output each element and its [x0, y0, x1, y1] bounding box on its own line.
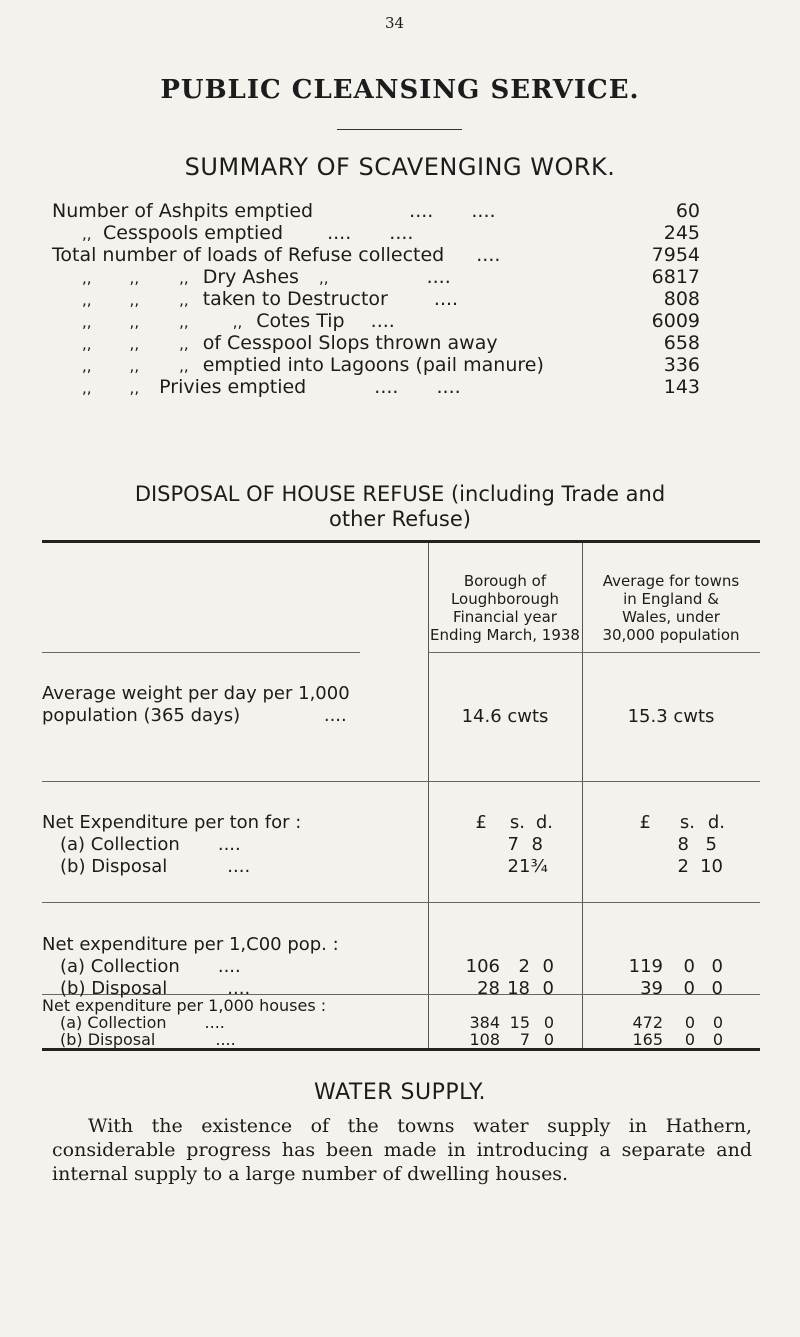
summary-row-destructor	[52, 288, 752, 310]
value-pence: 1¾	[519, 856, 548, 877]
value-shilling: 0	[684, 1030, 695, 1049]
unit-pound: £	[639, 812, 651, 833]
row-divider	[42, 781, 760, 782]
leader-dots: ....	[471, 200, 496, 222]
value-pence: 0	[711, 978, 723, 999]
cell-per-ton-loughborough	[428, 812, 582, 878]
value-pound: 472	[632, 1013, 663, 1032]
value-pence: 0	[711, 956, 723, 977]
sub-label: (b) Disposal	[60, 1030, 156, 1049]
header-line: Loughborough	[450, 590, 560, 608]
cell-weight-national: 15.3 cwts	[627, 706, 715, 727]
header-line: Average for towns	[602, 572, 740, 590]
label-line: Net expenditure per 1,000 houses :	[42, 996, 327, 1015]
cell-weight-loughborough: 14.6 cwts	[461, 706, 549, 727]
leader-dots: ....	[374, 376, 399, 398]
sub-label: (a) Collection	[60, 956, 180, 977]
cell-per-population-national	[582, 956, 760, 1000]
value-pence: 8	[531, 834, 543, 855]
ditto-mark: ,,	[129, 357, 140, 375]
summary-row-privies	[52, 376, 752, 398]
page-number: 34	[385, 14, 405, 32]
unit-shilling: s.	[509, 812, 525, 833]
cell-per-population-loughborough	[428, 956, 582, 1000]
sub-label: (b) Disposal	[60, 856, 168, 877]
value-pound: 108	[469, 1030, 500, 1049]
summary-row-lagoons	[52, 354, 752, 376]
ditto-mark: ,,	[129, 313, 140, 331]
ditto-mark: ,,	[129, 291, 140, 309]
summary-value: 6817	[651, 266, 700, 288]
value-pence: 10	[700, 856, 723, 877]
label-line: Net expenditure per 1,C00 pop. :	[42, 934, 339, 955]
summary-label: of Cesspool Slops thrown away	[202, 332, 498, 354]
ditto-mark: ,,	[82, 269, 92, 287]
unit-shilling: s.	[679, 812, 695, 833]
leader-dots: ....	[409, 200, 434, 222]
header-line: Borough of	[463, 572, 547, 590]
water-supply-heading: WATER SUPPLY.	[314, 1080, 486, 1105]
value-shilling: 8	[677, 834, 689, 855]
value-pence: 0	[712, 1030, 723, 1049]
value-shilling: 18	[507, 978, 530, 999]
cell-per-houses-loughborough	[428, 1014, 582, 1048]
cell-per-ton-national	[582, 812, 760, 878]
row-label-per-houses	[42, 997, 326, 1048]
header-line: Ending March, 1938	[430, 626, 580, 644]
leader-dots: ....	[227, 978, 251, 999]
value-shilling: 0	[683, 978, 695, 999]
summary-value: 7954	[651, 244, 700, 266]
summary-value: 60	[675, 200, 700, 222]
column-header-loughborough	[428, 572, 582, 644]
summary-value: 336	[663, 354, 700, 376]
label-line: population (365 days)	[42, 705, 241, 726]
ditto-mark: ,,	[82, 313, 92, 331]
summary-row-total-loads	[52, 244, 752, 266]
row-divider	[42, 652, 360, 653]
water-supply-paragraph: With the existence of the towns water supply in Hathern, considerable progress has been made in introducing a separate and internal supply to a large number of dwelling houses.	[52, 1115, 752, 1185]
leader-dots: ....	[433, 288, 459, 310]
ditto-mark: ,,	[179, 291, 189, 309]
summary-heading: SUMMARY OF SCAVENGING WORK.	[184, 153, 616, 181]
page-title: PUBLIC CLEANSING SERVICE.	[160, 75, 640, 105]
sub-label: (a) Collection	[60, 834, 180, 855]
header-line: Wales, under	[622, 608, 720, 626]
sub-label: (a) Collection	[60, 1013, 167, 1032]
header-line: 30,000 population	[602, 626, 740, 644]
disposal-heading-line2: other Refuse)	[329, 507, 471, 531]
leader-dots: ....	[323, 705, 347, 726]
ditto-mark: ,,	[179, 313, 189, 331]
sub-label: (b) Disposal	[60, 978, 168, 999]
summary-value: 143	[663, 376, 700, 398]
leader-dots: ....	[217, 834, 241, 855]
disposal-heading-line1: DISPOSAL OF HOUSE REFUSE (including Trade and	[134, 482, 666, 506]
label-line: Average weight per day per 1,000	[42, 683, 350, 704]
header-line: Financial year	[453, 608, 557, 626]
value-pence: 0	[543, 1013, 554, 1032]
leader-dots: ....	[476, 244, 501, 266]
column-header-national-average	[582, 572, 760, 644]
ditto-mark: ,,	[129, 335, 140, 353]
value-shilling: 7	[507, 834, 519, 855]
scavenging-summary	[52, 200, 752, 398]
summary-label: Privies emptied	[159, 376, 307, 398]
row-divider	[42, 902, 760, 903]
ditto-mark: ,,	[179, 269, 189, 287]
ditto-mark: ,,	[319, 269, 329, 287]
leader-dots: ....	[436, 376, 461, 398]
summary-row-ashpits	[52, 200, 752, 222]
cell-per-houses-national	[582, 1014, 760, 1048]
unit-pound: £	[475, 812, 487, 833]
value-shilling: 2	[507, 856, 519, 877]
summary-value: 658	[663, 332, 700, 354]
summary-row-dry-ashes	[52, 266, 752, 288]
leader-dots: ....	[327, 222, 352, 244]
value-shilling: 2	[677, 856, 689, 877]
leader-dots: ....	[204, 1013, 225, 1032]
summary-label: emptied into Lagoons (pail manure)	[202, 354, 544, 376]
row-label-average-weight	[42, 683, 350, 727]
value-shilling: 0	[683, 956, 695, 977]
leader-dots: ....	[370, 310, 395, 332]
unit-pence: d.	[535, 812, 553, 833]
value-pence: 0	[712, 1013, 723, 1032]
value-pound: 119	[628, 956, 663, 977]
value-pence: 0	[542, 978, 554, 999]
disposal-heading	[0, 482, 800, 532]
summary-row-cotes-tip	[52, 310, 752, 332]
ditto-mark: ,,	[179, 357, 189, 375]
label-line: Net Expenditure per ton for :	[42, 812, 302, 833]
summary-row-cesspools	[52, 222, 752, 244]
ditto-mark: ,,	[82, 357, 92, 375]
summary-row-cesspool-slops	[52, 332, 752, 354]
leader-dots: ....	[217, 956, 241, 977]
value-pound: 28	[477, 978, 500, 999]
value-shilling: 2	[518, 956, 530, 977]
ditto-mark: ,,	[232, 313, 243, 331]
ditto-mark: ,,	[129, 269, 140, 287]
leader-dots: ....	[215, 1030, 236, 1049]
summary-label: Total number of loads of Refuse collected	[52, 244, 445, 266]
header-line: in England &	[623, 590, 719, 608]
row-label-per-ton	[42, 812, 301, 878]
value-pence: 0	[543, 1030, 554, 1049]
summary-label: taken to Destructor	[202, 288, 388, 310]
value-pound: 384	[469, 1013, 500, 1032]
ditto-mark: ,,	[82, 379, 92, 397]
summary-value: 245	[663, 222, 700, 244]
value-pence: 5	[705, 834, 717, 855]
leader-dots: ....	[389, 222, 414, 244]
summary-label: Dry Ashes	[202, 266, 299, 288]
leader-dots: ....	[426, 266, 451, 288]
value-pence: 0	[542, 956, 554, 977]
summary-label: Number of Ashpits emptied	[52, 200, 314, 222]
summary-value: 6009	[651, 310, 700, 332]
value-shilling: 7	[519, 1030, 530, 1049]
unit-pence: d.	[707, 812, 725, 833]
row-divider	[428, 652, 582, 653]
summary-label: Cotes Tip	[256, 310, 345, 332]
summary-value: 808	[663, 288, 700, 310]
value-shilling: 15	[509, 1013, 530, 1032]
table-top-rule	[42, 540, 760, 543]
ditto-mark: ,,	[82, 335, 92, 353]
leader-dots: ....	[227, 856, 251, 877]
value-shilling: 0	[684, 1013, 695, 1032]
ditto-mark: ,,	[179, 335, 189, 353]
value-pound: 39	[640, 978, 663, 999]
title-divider	[337, 129, 462, 130]
value-pound: 106	[465, 956, 500, 977]
ditto-mark: ,,	[129, 379, 140, 397]
summary-label: Cesspools emptied	[103, 222, 284, 244]
row-label-per-population	[42, 934, 339, 1000]
ditto-mark: ,,	[82, 225, 92, 243]
ditto-mark: ,,	[82, 291, 92, 309]
row-divider	[582, 652, 760, 653]
value-pound: 165	[632, 1030, 663, 1049]
